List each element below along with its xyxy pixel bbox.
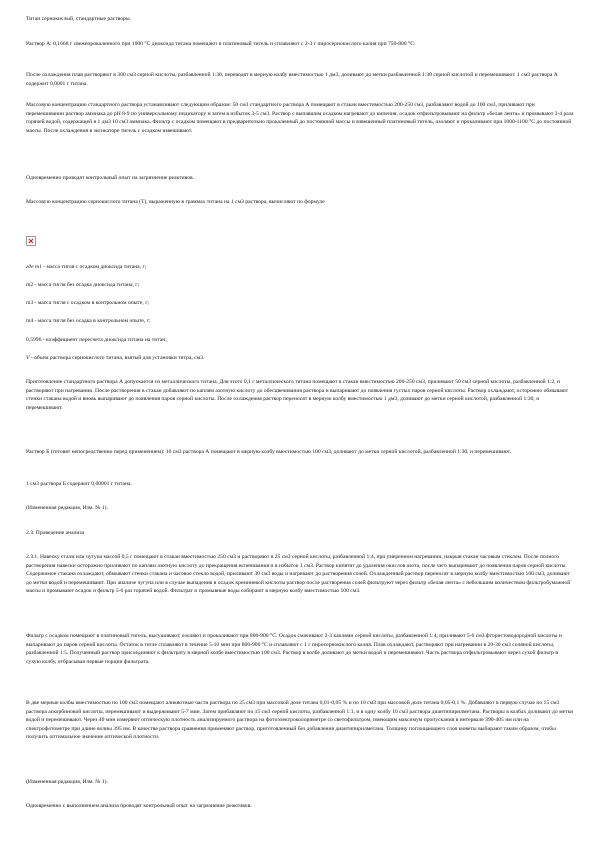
paragraph-text: - объем раствора сернокислого титана, взятый для установки титра, см3.	[29, 355, 205, 361]
paragraph: 0,5996 - коэффициент пересчета диоксида титана на титан;	[26, 337, 167, 343]
paragraph: Фильтр с осадком помещают в платиновый тигель, высушивают, озоляют и прокаливают при 800-900 °С. Осадок смачивают 2-3 каплями серной кислоты, разбавленной 1:4, приливают 5-6 см3 фтористоводородной кислоты и выпаривают до паров серной кислоты. Остаток в тигле сплавляют в течение 5-10 мин при 800-900 °С и сплавляют с 1 г пиросернокислого калия. Плав охлаждают, растворяют при нагревании в 20-30 см3 соляной кислоты, разбавленной 1:5. Полученный раствор присоединяют к фильтрату в мерной колбе вместимостью 100 см3. Раствор в колбе доливают до метки водой и перемешивают. Часть раствора отфильтровывают через сухой фильтр в сухую колбу, отбрасывая первые порции фильтрата.	[26, 633, 562, 665]
paragraph: 1 см3 раствора Б содержит 0,00001 г титана.	[26, 481, 132, 487]
paragraph: m3 - масса тигля с осадком в контрольном опыте, г;	[26, 300, 150, 306]
paragraph: Раствор А: 0,1668 г свежепрокаленного при 1000 °С диоксида титана помещают в платиновый тигель и сплавляют с 2-3 г пиросернокислого калия при 750-800 °С.	[26, 41, 416, 47]
paragraph	[26, 354, 574, 363]
paragraph: (Измененная редакция, Изм. № 1).	[26, 505, 108, 511]
paragraph: Раствор Б (готовят непосредственно перед применением): 10 см3 раствора А помещают в мерную колбу вместимостью 100 см3, доливают до метки серной кислотой, разбавленной 1:30, и перемешивают.	[26, 449, 512, 455]
variable-v: V	[26, 355, 30, 361]
paragraph: Одновременно проводят контрольный опыт на загрязнение реактивов.	[26, 175, 195, 181]
section-heading: 2.3. Проведение анализа	[26, 530, 85, 536]
paragraph: Титан сернокислый, стандартные растворы.	[26, 16, 131, 22]
paragraph: Массовую концентрацию сернокислого титана (Т), выраженную в граммах титана на 1 см3 раствора, вычисляют по формуле	[26, 199, 325, 205]
paragraph: (Измененная редакция, Изм. № 1).	[26, 779, 108, 785]
paragraph: После охлаждения плав растворяют в 300 см3 серной кислоты, разбавленной 1:30, переводят в мерную колбу вместимостью 1 дм3, доливают до метки разбавленной 1:30 серной кислотой и перемешивают. 1 см3 раствора А содержит 0,0001 г титана.	[26, 72, 558, 87]
paragraph-text: - масса тигля с осадком диоксида титана, г;	[41, 264, 147, 270]
paragraph: 2.3.1. Навеску стали или чугуна массой 0,5 г помещают в стакан вместимостью 250 см3 и растворяют в 25 см3 серной кислоты, разбавленной 1:4, при умеренном нагревании, накрыв стакан часовым стеклом. После полного растворения навески осторожно приливают по каплям азотную кислоту до прекращения вспенивания и в избыток 1 см3. Раствор кипятят до удаления окислов азота, после чего выпаривают до появления паров серной кислоты. Содержимое стакана охлаждают, обмывают стенки стакана и часовое стекло водой, приливают 30 см3 воды и нагревают до растворения солей. Охлажденный раствор переносят в мерную колбу вместимостью 100 см3, доливают до метки водой и перемешивают. При анализе чугуна или в случае выпадения в осадок кремниевой кислоты раствор после растворения солей фильтруют через фильтр «белая лента» с небольшим количеством фильтробумажной массы и промывают осадок и фильтр 5-6 раз горячей водой. Фильтрат и промывные воды собирают в мерную колбу вместимостью 100 см3.	[26, 554, 571, 595]
paragraph: m2 - масса тигля без осадка диоксида титана, г;	[26, 282, 140, 288]
variable-m1: где m1	[26, 264, 42, 270]
paragraph: Приготовление стандартного раствора А допускается из металлического титана. Для этого 0,1 г металлического титана помещают в стакан вместимостью 200-250 см3, приливают 50 см3 серной кислоты, разбавленной 1:2, и растворяют при нагревании. После растворения в стакан добавляют по каплям азотную кислоту до обесцвечивания раствора и выпаривают до появления густых паров серной кислоты. Раствор охлаждают, осторожно обмывают стенки стакана водой и вновь выпаривают до появления паров серной кислоты. После охлаждения раствор переносят в мерную колбу вместимостью 1 дм3, доливают до метки серной кислотой, разбавленной 1:30, и перемешивают.	[26, 379, 569, 411]
paragraph: В две мерные колбы вместимостью по 100 см3 помещают аликвотные части раствора по 25 см3 при массовой доле титана 0,01-0,05 % и по 10 см3 при массовой доле титана 0,05-0,1 %. Добавляют в первую случае по 15 см3 раствора аскорбиновой кислоты, перемешивают и выдерживают 5-7 мин. Затем прибавляют по 15 см3 серной кислоты, разбавленной 1:1, и в одну колбу 10 см3 раствора диантипирилметана. Растворы в колбах доливают до метки водой и перемешивают. Через 40 мин измеряют оптическую плотность анализируемого раствора на фотоэлектроколориметре со светофильтром, имеющим максимум пропускания в интервале 390-405 нм или на спектрофотометре при длине волны 395 нм. В качестве раствора сравнения применяют раствор, приготовленный без добавления диантипирилметана. Толщину поглощающего слоя кюветы выбирают таким образом, чтобы получить оптимальное значение оптической плотности.	[26, 700, 574, 741]
paragraph: Массовую концентрацию стандартного раствора устанавливают следующим образом: 50 см3 стандартного раствора А помещают в стакан вместимостью 200-250 см3, разбавляют водой до 100 см3, приливают при перемешивании раствор аммиака до рН 8-9 по универсальному индикатору и затем в избыток 3-5 см3. Раствор с выпавшим осадком нагревают до кипения, осадок отфильтровывают на фильтр «белая лента» и промывают 3-4 раза горячей водой, содержащей в 1 дм3 10 см3 аммиака. Фильтр с осадком помещают в предварительно прокаленный до постоянной массы и взвешенный платиновый тигель, озоляют и прокаливают при 1000-1100 °С до постоянной массы. После охлаждения в эксикаторе тигель с осадком взвешивают.	[26, 102, 574, 134]
paragraph	[26, 263, 574, 272]
paragraph: m4 - масса тигля без осадка в контрольном опыте, г;	[26, 318, 151, 324]
broken-image-icon	[26, 236, 36, 246]
paragraph: Одновременно с выполнением анализа проводят контрольный опыт на загрязнение реактивов.	[26, 803, 252, 809]
